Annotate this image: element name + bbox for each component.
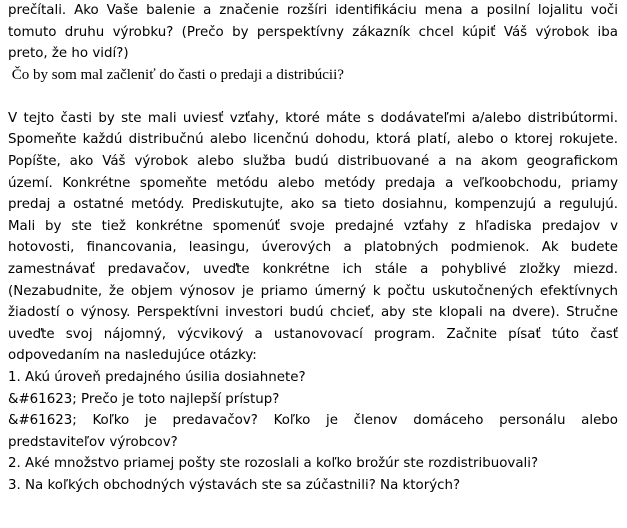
- question-1-subpoint-b: &#61623; Koľko je predavačov? Koľko je členov domáceho personálu alebo: [8, 413, 618, 429]
- question-1-subpoint-b-continued: predstaviteľov výrobcov?: [8, 434, 178, 450]
- body-line: Mali by ste tiež konkrétne spomenúť svoje predajné vzťahy z hľadiska predajov v: [8, 218, 618, 234]
- intro-paragraph: [8, 0, 618, 65]
- body-line: Spomeňte každú distribučnú alebo licenčnú dohodu, ktorá platí, alebo o ktorej rokujete.: [8, 132, 618, 148]
- question-1-subpoint-a: &#61623; Prečo je toto najlepší prístup?: [8, 391, 280, 407]
- body-line: odpovedaním na nasledujúce otázky:: [8, 348, 257, 364]
- body-line: (Nezabudnite, že objem výnosov je priamo úmerný k počtu uskutočnených efektívnych: [8, 283, 618, 299]
- body-line: uveďte svoj nájomný, výcvikový a ustanovovací program. Začnite písať túto časť: [8, 326, 618, 342]
- body-line: zamestnávať predavačov, uveďte konkrétne ich stále a pohyblivé zložky miezd.: [8, 261, 618, 277]
- body-paragraph: [8, 108, 618, 367]
- body-line: území. Konkrétne spomeňte metódu alebo metódy predaja a veľkoobchodu, priamy: [8, 175, 618, 191]
- question-3: 3. Na koľkých obchodných výstavách ste sa zúčastnili? Na ktorých?: [8, 477, 461, 493]
- question-list: [8, 367, 618, 497]
- body-line: hotovosti, financovania, leasingu, úverových a platobných podmienok. Ak budete: [8, 240, 618, 256]
- paragraph-spacer: [8, 86, 618, 108]
- section-heading: Čo by som mal začleniť do časti o predaji a distribúcii?: [8, 66, 344, 83]
- question-2: 2. Aké množstvo priamej pošty ste rozoslali a koľko brožúr ste rozdistribuovali?: [8, 456, 539, 472]
- body-line: V tejto časti by ste mali uviesť vzťahy, ktoré máte s dodávateľmi a/alebo distribútormi.: [8, 110, 618, 126]
- question-1: 1. Akú úroveň predajného úsilia dosiahnete?: [8, 369, 306, 385]
- body-line: žiadostí o výnosy. Perspektívni investori budú chcieť, aby ste klopali na dvere). Stručne: [8, 305, 618, 321]
- intro-line: tomuto druhu výrobku? (Prečo by perspektívny zákazník chcel kúpiť Váš výrobok iba: [8, 24, 618, 40]
- intro-line: prečítali. Ako Vaše balenie a značenie rozšíri identifikáciu mena a posilní lojalitu voči: [8, 3, 618, 18]
- body-line: Popíšte, ako Váš výrobok alebo služba budú distribuované a na akom geografickom: [8, 153, 618, 169]
- body-line: predaj a ostatné metódy. Prediskutujte, ako sa tieto dosiahnu, kompenzujú a regulujú.: [8, 197, 618, 213]
- document-page: [8, 0, 618, 496]
- intro-line: preto, že ho vidí?): [8, 46, 129, 62]
